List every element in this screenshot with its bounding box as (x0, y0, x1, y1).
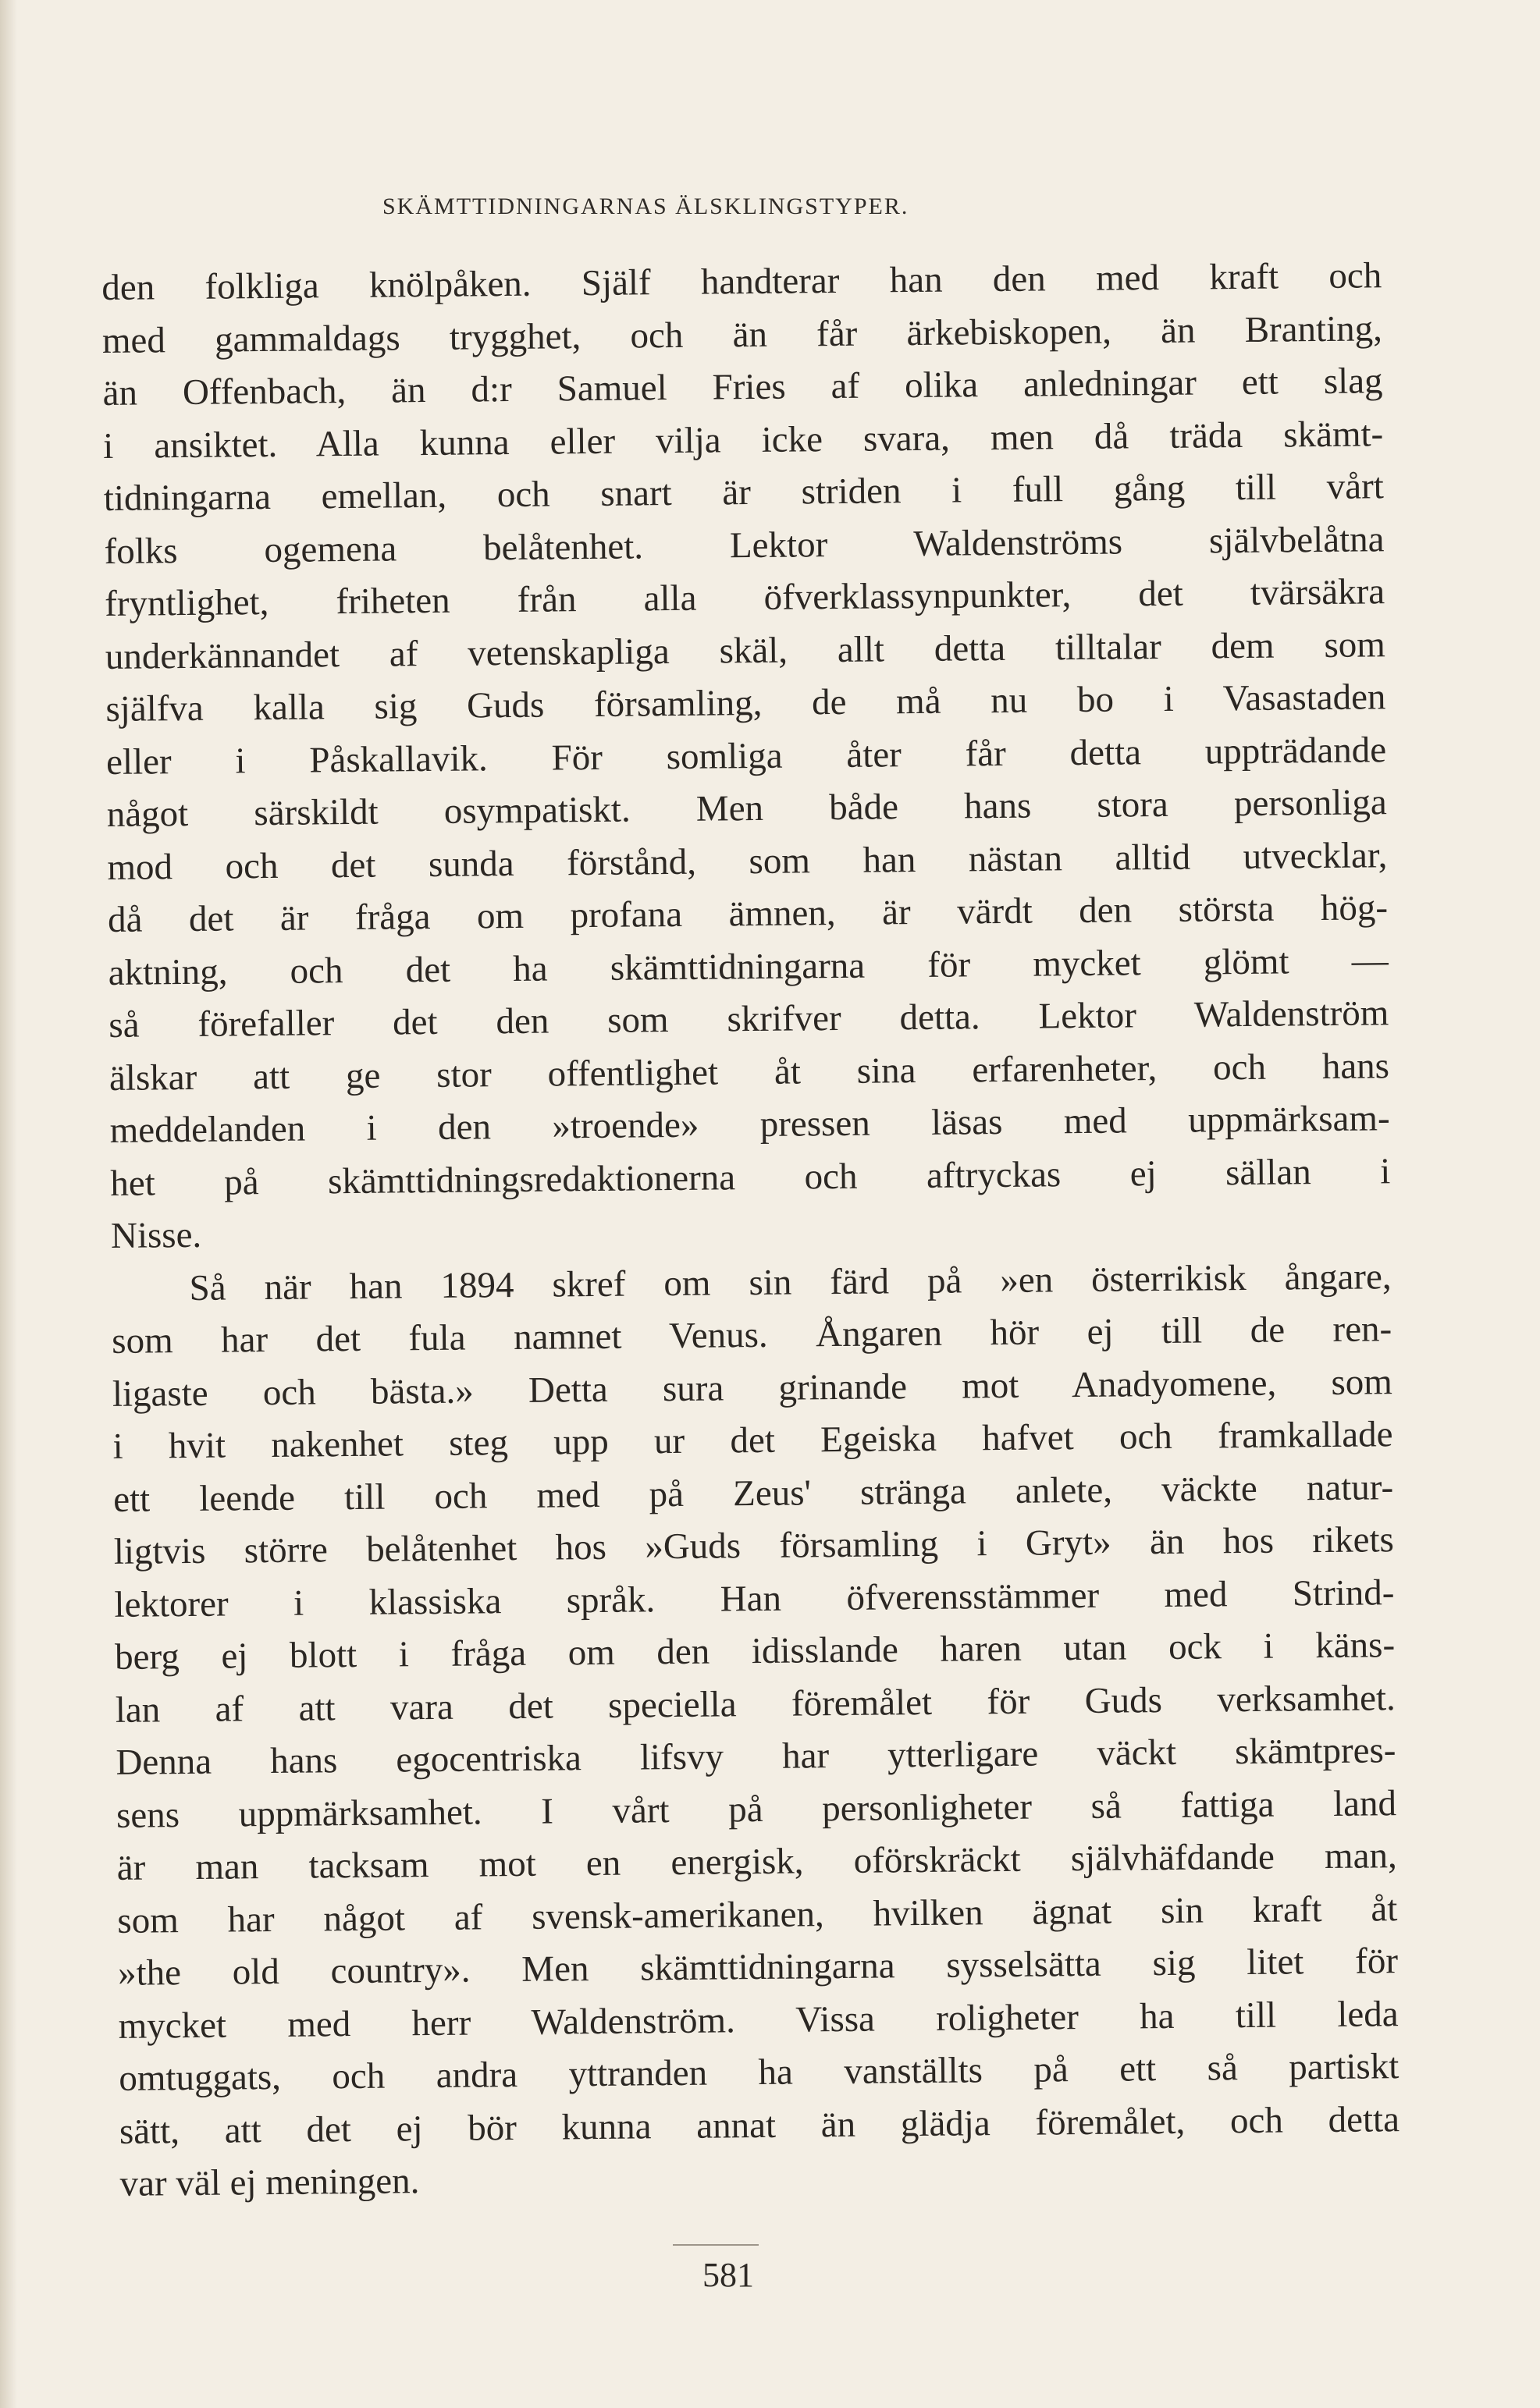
text-line: som har något af svensk-amerikanen, hvilken ägnat sin kraft åt (117, 1888, 1398, 1941)
text-line: ett leende till och med på Zeus' stränga anlete, väckte natur- (112, 1466, 1394, 1520)
page-number: 581 (702, 2256, 754, 2294)
text-line: mycket med herr Waldenström. Vissa roligheter ha till leda (118, 1993, 1399, 2047)
text-line: tidningarna emellan, och snart är striden i full gång till vårt (103, 466, 1385, 519)
text-line: underkännandet af vetenskapliga skäl, allt detta tilltalar dem som (105, 623, 1386, 677)
text-line: i hvit nakenhet steg upp ur det Egeiska hafvet och framkallade (112, 1414, 1393, 1467)
text-line: lan af att vara det speciella föremålet för Guds verksamhet. (115, 1677, 1396, 1731)
text-line: meddelanden i den »troende» pressen läsas med uppmärksam- (109, 1098, 1390, 1151)
text-line: berg ej blott i fråga om den idisslande haren utan ock i käns- (114, 1625, 1396, 1678)
text-line: omtuggats, och andra yttranden ha vanställts på ett så partiskt (119, 2046, 1400, 2099)
text-line: är man tacksam mot en energisk, oförskräckt självhäfdande man, (116, 1835, 1397, 1888)
text-line: då det är fråga om profana ämnen, är värdt den största hög- (107, 887, 1389, 940)
page-edge-shadow (0, 0, 17, 2408)
text-line: än Offenbach, än d:r Samuel Fries af olika anledningar ett slag (102, 360, 1383, 414)
text-line: aktning, och det ha skämttidningarna för mycket glömt — (108, 939, 1389, 993)
text-line: med gammaldags trygghet, och än får ärkebiskopen, än Branting, (101, 307, 1383, 361)
text-line: mod och det sunda förstånd, som han nästan alltid utvecklar, (107, 834, 1388, 888)
text-line: sens uppmärksamhet. I vårt på personligheter så fattiga land (116, 1782, 1397, 1836)
text-line: het på skämttidningsredaktionerna och aftryckas ej sällan i (110, 1150, 1391, 1204)
text-line: Nisse. (110, 1214, 202, 1256)
text-line: i ansiktet. Alla kunna eller vilja icke svara, men då träda skämt- (103, 413, 1384, 467)
text-line: ligtvis större belåtenhet hos »Guds församling i Gryt» än hos rikets (113, 1519, 1395, 1572)
running-head: SKÄMTTIDNINGARNAS ÄLSKLINGSTYPER. (382, 194, 909, 219)
text-line: sätt, att det ej bör kunna annat än glädja föremålet, och detta (119, 2098, 1400, 2152)
page-number-rule (673, 2244, 759, 2246)
text-line: Så när han 1894 skref om sin färd på »en österrikisk ångare, (189, 1255, 1392, 1309)
text-line: Denna hans egocentriska lifsvy har ytterligare väckt skämtpres- (116, 1730, 1396, 1783)
text-line: fryntlighet, friheten från alla öfverklassynpunkter, det tvärsäkra (104, 571, 1385, 624)
text-line: eller i Påskallavik. För somliga åter får detta uppträdande (105, 729, 1387, 783)
text-line: så förefaller det den som skrifver detta. Lektor Waldenström (108, 993, 1389, 1046)
text-line: som har det fula namnet Venus. Ångaren hör ej till de ren- (112, 1309, 1392, 1362)
text-line: ligaste och bästa.» Detta sura grinande mot Anadyomene, som (112, 1361, 1393, 1415)
body-text (101, 250, 1400, 2211)
text-line: själfva kalla sig Guds församling, de må nu bo i Vasastaden (105, 677, 1386, 730)
text-line: folks ogemena belåtenhet. Lektor Waldenströms självbelåtna (104, 518, 1385, 572)
text-line: den folkliga knölpåken. Själf handterar han den med kraft och (101, 255, 1382, 308)
text-line: något särskildt osympatiskt. Men både hans stora personliga (106, 782, 1387, 835)
text-line: var väl ej meningen. (119, 2161, 420, 2204)
text-line: älskar att ge stor offentlighet åt sina erfarenheter, och hans (108, 1045, 1390, 1099)
text-line: »the old country». Men skämttidningarna sysselsätta sig litet för (117, 1941, 1399, 1994)
text-line: lektorer i klassiska språk. Han öfverensstämmer med Strind- (114, 1572, 1395, 1625)
